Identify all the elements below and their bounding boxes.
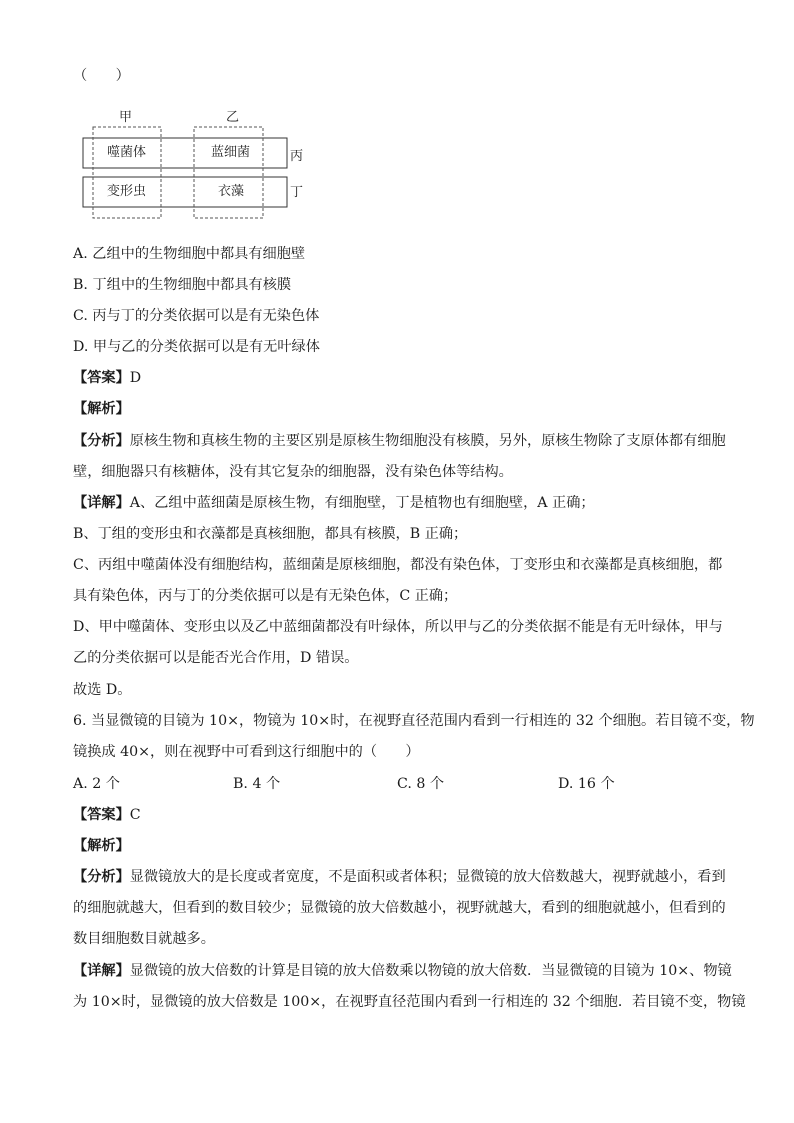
q6-answer bbox=[73, 805, 141, 825]
classification-diagram bbox=[0, 0, 794, 230]
fenxi-tag: 【分析】 bbox=[73, 869, 130, 885]
q5-option-a: A. 乙组中的生物细胞中都具有细胞壁 bbox=[73, 246, 306, 262]
q6-fenxi-line1 bbox=[73, 867, 726, 887]
q5-xiangjie-c1: C、丙组中噬菌体没有细胞结构，蓝细菌是原核细胞，都没有染色体，丁变形虫和衣藻都是真核细胞，都 bbox=[73, 557, 723, 573]
cell-phage: 噬菌体 bbox=[107, 145, 147, 160]
q6-fenxi-line3: 数目细胞数目就越多。 bbox=[73, 931, 215, 947]
q5-answer bbox=[73, 368, 141, 388]
answer-value: D bbox=[129, 370, 142, 386]
cell-amoeba: 变形虫 bbox=[107, 184, 147, 199]
fenxi-tag: 【分析】 bbox=[73, 433, 130, 449]
row-label-bing: 丙 bbox=[290, 149, 304, 164]
q5-option-c: C. 丙与丁的分类依据可以是有无染色体 bbox=[73, 308, 320, 324]
q6-fenxi-line2: 的细胞就越大，但看到的数目较少；显微镜的放大倍数越小，视野就越大，看到的细胞就越小，但看到的 bbox=[73, 900, 726, 916]
q5-option-d: D. 甲与乙的分类依据可以是有无叶绿体 bbox=[73, 339, 320, 355]
xiangjie-tag: 【详解】 bbox=[73, 495, 130, 511]
cell-cyanobacteria: 蓝细菌 bbox=[211, 145, 251, 160]
q5-xiangjie-a bbox=[73, 493, 595, 513]
row-label-ding: 丁 bbox=[290, 185, 304, 200]
q5-fenxi-line1 bbox=[73, 431, 726, 451]
q5-fenxi-line2: 壁，细胞器只有核糖体，没有其它复杂的细胞器，没有染色体等结构。 bbox=[73, 464, 513, 480]
xiangjie-tag: 【详解】 bbox=[73, 963, 130, 979]
answer-tag: 【答案】 bbox=[73, 807, 130, 823]
q5-xiangjie-d1: D、甲中噬菌体、变形虫以及乙中蓝细菌都没有叶绿体，所以甲与乙的分类依据不能是有无叶绿体，甲与 bbox=[73, 619, 723, 635]
q6-option-a: A. 2 个 bbox=[73, 776, 120, 792]
q5-xiangjie-b: B、丁组的变形虫和衣藻都是真核细胞，都具有核膜，B 正确； bbox=[73, 526, 468, 542]
q6-option-b: B. 4 个 bbox=[233, 776, 281, 792]
q6-option-d: D. 16 个 bbox=[558, 776, 615, 792]
q5-analysis-heading bbox=[73, 399, 130, 419]
analysis-tag: 【解析】 bbox=[73, 838, 130, 854]
fenxi-text: 原核生物和真核生物的主要区别是原核生物细胞没有核膜，另外，原核生物除了支原体都有细胞 bbox=[129, 433, 726, 449]
q5-option-b: B. 丁组中的生物细胞中都具有核膜 bbox=[73, 277, 292, 293]
answer-tag: 【答案】 bbox=[73, 370, 130, 386]
question-stub: （ ） bbox=[73, 68, 130, 84]
fenxi-text: 显微镜放大的是长度或者宽度，不是面积或者体积；显微镜的放大倍数越大，视野就越小，看到 bbox=[129, 869, 726, 885]
analysis-tag: 【解析】 bbox=[73, 401, 130, 417]
q6-xiangjie-line1 bbox=[73, 961, 732, 981]
col-label-jia: 甲 bbox=[119, 110, 133, 125]
q6-option-c: C. 8 个 bbox=[397, 776, 445, 792]
q5-xiangjie-c2: 具有染色体，丙与丁的分类依据可以是有无染色体，C 正确； bbox=[73, 588, 458, 604]
cell-chlamydomonas: 衣藻 bbox=[218, 184, 245, 199]
q6-xiangjie-line2: 为 10×时，显微镜的放大倍数是 100×，在视野直径范围内看到一行相连的 32 个细胞．若目镜不变，物镜 bbox=[73, 994, 746, 1010]
col-label-yi: 乙 bbox=[226, 110, 240, 125]
xiangjie-text: 显微镜的放大倍数的计算是目镜的放大倍数乘以物镜的放大倍数．当显微镜的目镜为 10×、物镜 bbox=[129, 963, 732, 979]
q6-stem-line2: 镜换成 40×，则在视野中可看到这行细胞中的（ ） bbox=[73, 744, 420, 760]
xiangjie-text: A、乙组中蓝细菌是原核生物，有细胞壁，丁是植物也有细胞壁，A 正确； bbox=[129, 495, 595, 511]
answer-value: C bbox=[129, 807, 141, 823]
q5-conclusion: 故选 D。 bbox=[73, 682, 132, 698]
q6-stem-line1: 6. 当显微镜的目镜为 10×，物镜为 10×时，在视野直径范围内看到一行相连的 32 个细胞。若目镜不变，物 bbox=[73, 713, 755, 729]
q6-analysis-heading bbox=[73, 836, 130, 856]
q5-xiangjie-d2: 乙的分类依据可以是能否光合作用，D 错误。 bbox=[73, 650, 359, 666]
